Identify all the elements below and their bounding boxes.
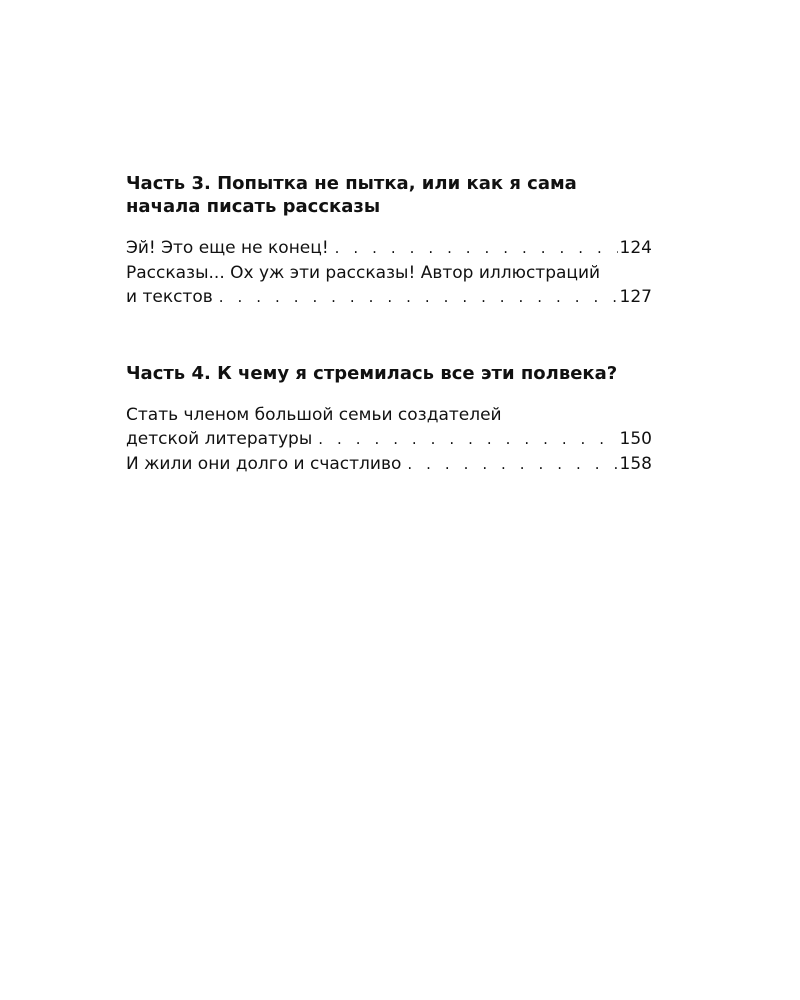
- toc-entry-line: [126, 403, 652, 428]
- toc-entry-page: 158: [619, 453, 652, 474]
- table-of-contents: [126, 172, 652, 476]
- toc-entry-title: И жили они долго и счастливо: [126, 453, 402, 474]
- toc-entry-line: [126, 236, 652, 261]
- dot-leader: [318, 427, 617, 452]
- dot-leader: [407, 452, 617, 477]
- toc-entry[interactable]: [126, 261, 652, 310]
- part-title: Часть 4. К чему я стремилась все эти полвека?: [126, 362, 618, 384]
- part-title: Часть 3. Попытка не пытка, или как я сама начала писать рассказы: [126, 173, 577, 217]
- toc-entry-title: Рассказы... Ох уж эти рассказы! Автор иллюстраций: [126, 262, 601, 283]
- toc-entry-line: [126, 285, 652, 310]
- toc-entry[interactable]: [126, 403, 652, 452]
- toc-entry[interactable]: [126, 236, 652, 261]
- toc-part-4: [126, 362, 652, 477]
- toc-entry-title: детской литературы: [126, 429, 313, 449]
- toc-entries: [126, 236, 652, 310]
- toc-entry-title: Эй! Это еще не конец!: [126, 238, 329, 258]
- toc-entries: [126, 403, 652, 477]
- toc-entry-page: 124: [619, 238, 652, 258]
- toc-entry-title: и текстов: [126, 287, 213, 307]
- toc-entry-title: Стать членом большой семьи создателей: [126, 404, 502, 425]
- toc-entry-page: 150: [619, 429, 652, 449]
- toc-part-3: [126, 172, 652, 310]
- toc-entry-line: [126, 261, 652, 286]
- dot-leader: [219, 285, 618, 310]
- toc-entry-page: 127: [619, 287, 652, 307]
- toc-entry-line: [126, 427, 652, 452]
- dot-leader: [335, 236, 618, 261]
- toc-entry-line: [126, 452, 652, 477]
- toc-entry[interactable]: [126, 452, 652, 477]
